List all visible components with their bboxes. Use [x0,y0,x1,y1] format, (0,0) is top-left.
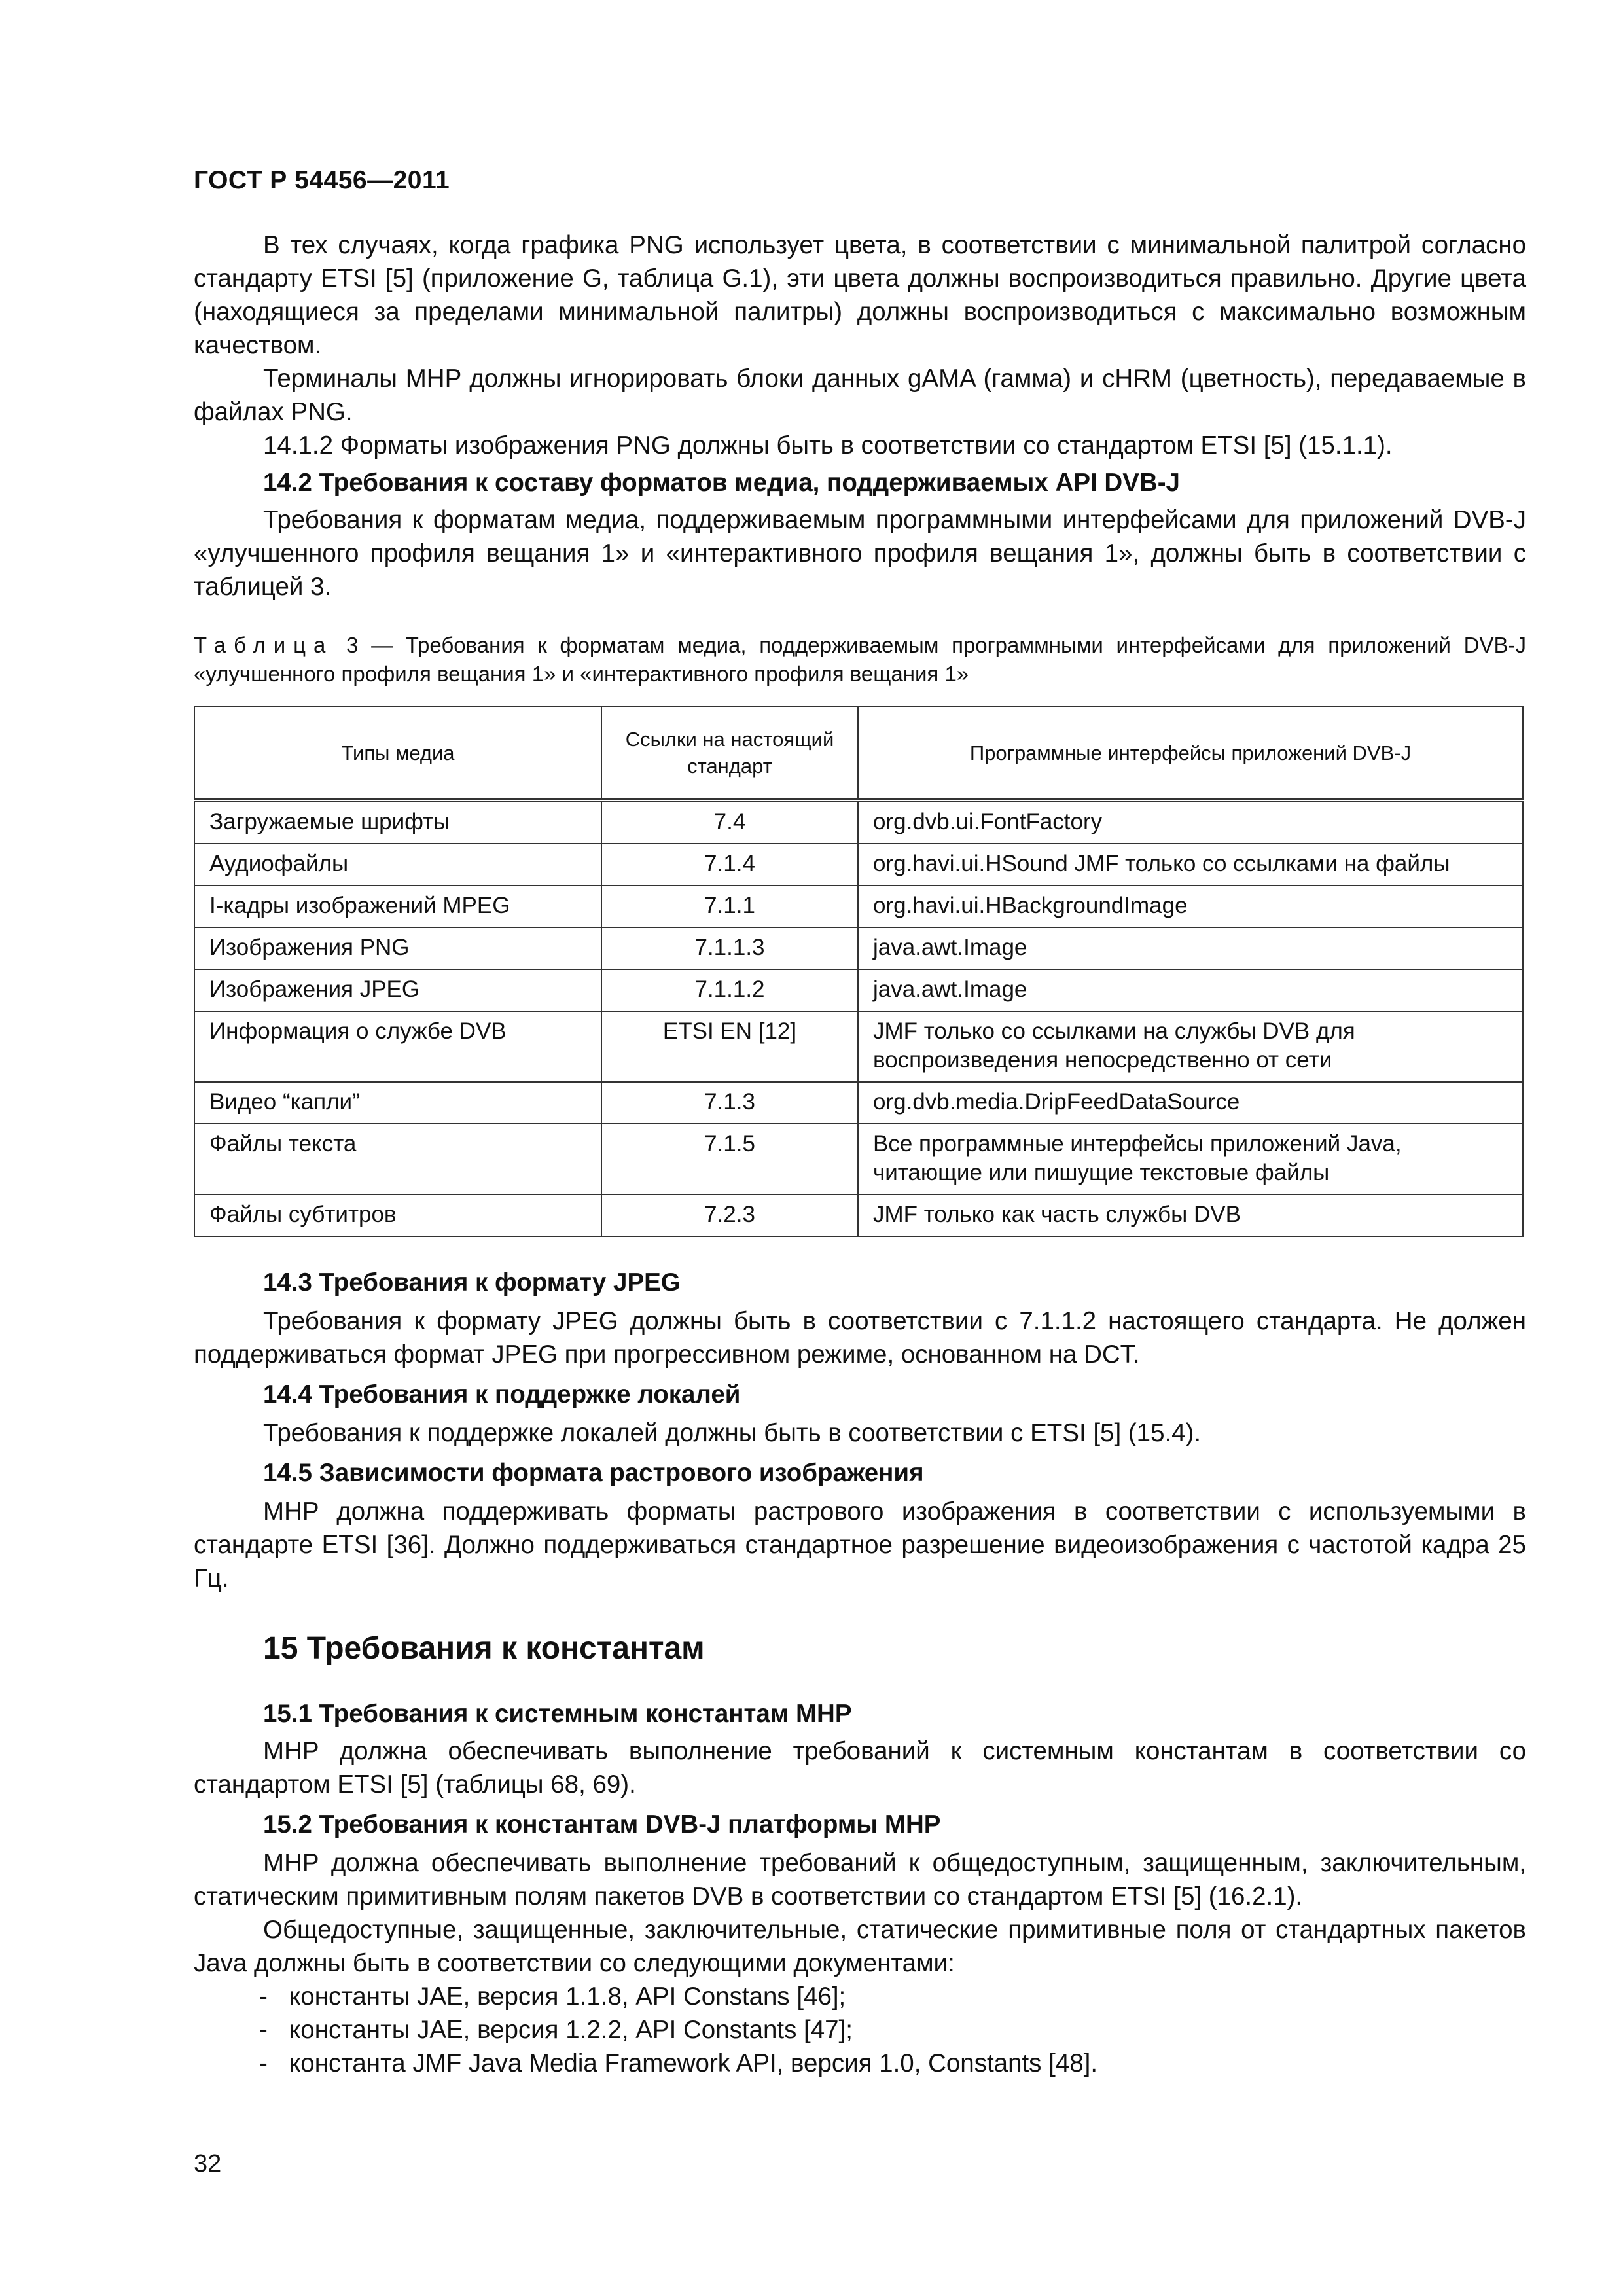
cell-standard-ref: 7.1.1.3 [601,927,858,969]
header-standard-refs: Ссылки на настоящий стандарт [601,706,858,800]
list-item-text: константа JMF Java Media Framework API, версия 1.0, Constants [48]. [289,2049,1098,2077]
cell-media-type: Изображения JPEG [194,969,601,1011]
cell-standard-ref: 7.1.1.2 [601,969,858,1011]
table-row [194,927,1523,969]
cell-standard-ref: 7.1.4 [601,844,858,886]
cell-standard-ref: 7.1.1 [601,886,858,927]
intro-paragraph-png-chunks: Терминалы MHP должны игнорировать блоки данных gAMA (гамма) и cHRM (цветность), передаваемые в файлах PNG. [194,365,1526,426]
cell-media-type: Информация о службе DVB [194,1011,601,1082]
page-number: 32 [194,2150,222,2178]
clause-14-1-2: 14.1.2 Форматы изображения PNG должны быть в соответствии со стандартом ETSI [5] (15.1.1). [263,431,1393,459]
cell-media-type: Файлы текста [194,1124,601,1194]
table-row [194,1082,1523,1124]
cell-api: JMF только как часть службы DVB [858,1194,1523,1236]
section-15-1-body: MHP должна обеспечивать выполнение требований к системным константам в соответствии со стандартом ETSI [5] (таблицы 68, 69). [194,1737,1526,1799]
cell-api: java.awt.Image [858,969,1523,1011]
cell-api: org.dvb.media.DripFeedDataSource [858,1082,1523,1124]
list-item [194,2047,1526,2080]
document-code-header: ГОСТ Р 54456—2011 [194,166,450,194]
document-page [194,164,1526,2080]
cell-media-type: Аудиофайлы [194,844,601,886]
table-row [194,800,1523,844]
section-14-3-body: Требования к формату JPEG должны быть в соответствии с 7.1.1.2 настоящего стандарта. Не должен поддерживаться формат JPEG при прогрессивном режиме, основанном на DCT. [194,1307,1526,1369]
cell-api: java.awt.Image [858,927,1523,969]
section-14-5-title: 14.5 Зависимости формата растрового изображения [263,1459,924,1487]
table-3-caption-label: Таблица [194,633,334,657]
list-item [194,2013,1526,2047]
section-14-4-title: 14.4 Требования к поддержке локалей [263,1380,741,1408]
cell-standard-ref: 7.4 [601,800,858,844]
table-row [194,1194,1523,1236]
section-14-2-title: 14.2 Требования к составу форматов медиа, поддерживаемых API DVB-J [263,469,1180,497]
table-3-caption [194,631,1526,689]
table-3 [194,706,1524,1237]
table-3-caption-text: 3 — Требования к форматам медиа, поддерживаемым программными интерфейсами для приложений DVB-J «улучшенного профиля вещания 1» и «интерактивного профиля вещания 1» [194,633,1526,686]
section-14-2-body: Требования к форматам медиа, поддерживаемым программными интерфейсами для приложений DVB-J «улучшенного профиля вещания 1» и «интерактивного профиля вещания 1», должны быть в соответствии с таблицей 3. [194,506,1526,601]
section-14-3-title: 14.3 Требования к формату JPEG [263,1268,681,1297]
cell-media-type: Файлы субтитров [194,1194,601,1236]
section-14-5-body: MHP должна поддерживать форматы растрового изображения в соответствии с используемыми в стандарте ETSI [36]. Должно поддерживаться стандартное разрешение видеоизображения с частотой кадра 25 Гц. [194,1498,1526,1592]
cell-api: org.havi.ui.HBackgroundImage [858,886,1523,927]
table-row [194,969,1523,1011]
cell-standard-ref: 7.1.3 [601,1082,858,1124]
table-row [194,1011,1523,1082]
chapter-15-title: 15 Требования к константам [263,1631,705,1666]
section-15-1-title: 15.1 Требования к системным константам MHP [263,1700,852,1728]
header-media-types: Типы медиа [194,706,601,800]
cell-standard-ref: 7.2.3 [601,1194,858,1236]
list-item [194,1980,1526,2013]
cell-api: org.dvb.ui.FontFactory [858,800,1523,844]
cell-standard-ref: 7.1.5 [601,1124,858,1194]
cell-media-type: Изображения PNG [194,927,601,969]
section-15-2-title: 15.2 Требования к константам DVB-J платформы MHP [263,1810,941,1839]
table-row [194,1124,1523,1194]
list-marker: - [259,2049,268,2077]
list-marker: - [259,1982,268,2011]
table-row [194,886,1523,927]
cell-api: Все программные интерфейсы приложений Java, читающие или пишущие текстовые файлы [858,1124,1523,1194]
table-row [194,844,1523,886]
table-header-row [194,706,1523,800]
cell-standard-ref: ETSI EN [12] [601,1011,858,1082]
list-item-text: константы JAE, версия 1.2.2, API Constants [47]; [289,2016,853,2044]
section-15-2-body-1: MHP должна обеспечивать выполнение требований к общедоступным, защищенным, заключительным, статическим примитивным полям пакетов DVB в соответствии со стандартом ETSI [5] (16.2.1). [194,1849,1526,1910]
list-item-text: константы JAE, версия 1.1.8, API Constans [46]; [289,1982,846,2011]
list-marker: - [259,2016,268,2044]
cell-media-type: I-кадры изображений MPEG [194,886,601,927]
cell-api: org.havi.ui.HSound JMF только со ссылками на файлы [858,844,1523,886]
section-15-2-body-2: Общедоступные, защищенные, заключительные, статические примитивные поля от стандартных пакетов Java должны быть в соответствии со следующими документами: [194,1916,1526,1977]
cell-media-type: Видео “капли” [194,1082,601,1124]
header-dvbj-apis: Программные интерфейсы приложений DVB-J [858,706,1523,800]
section-14-4-body: Требования к поддержке локалей должны быть в соответствии с ETSI [5] (15.4). [263,1419,1202,1447]
constants-list [194,1980,1526,2080]
cell-api: JMF только со ссылками на службы DVB для воспроизведения непосредственно от сети [858,1011,1523,1082]
intro-paragraph-png-colors: В тех случаях, когда графика PNG использует цвета, в соответствии с минимальной палитрой согласно стандарту ETSI [5] (приложение G, таблица G.1), эти цвета должны воспроизводиться правильно. Другие цвета (находящиеся за пределами минимальной палитры) должны воспроизводиться с максимально возможным качеством. [194,231,1526,359]
cell-media-type: Загружаемые шрифты [194,800,601,844]
